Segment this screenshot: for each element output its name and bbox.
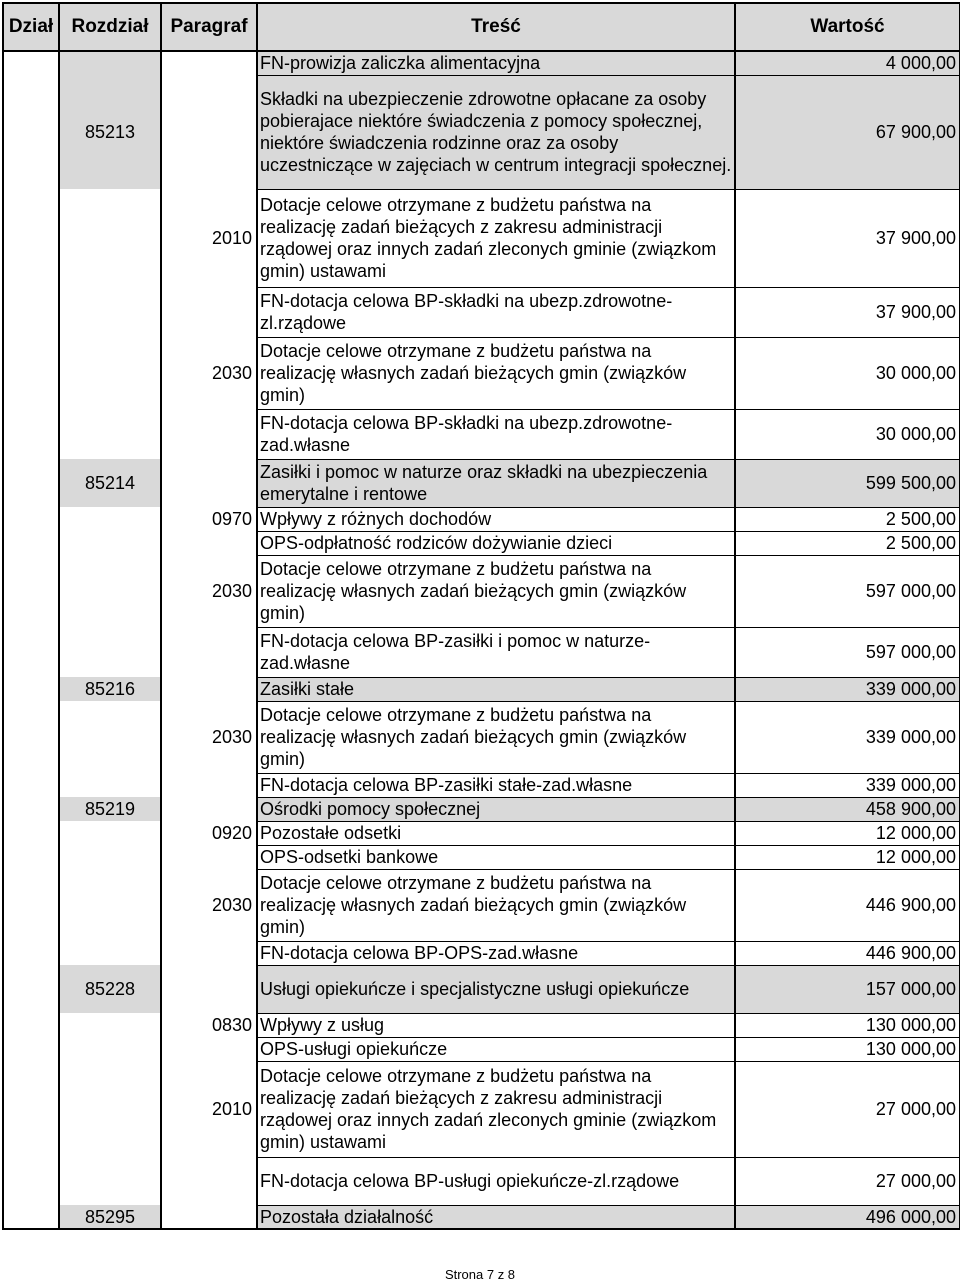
table-row — [3, 1037, 960, 1061]
paragraf-cell — [161, 1205, 257, 1229]
dzial-cell — [3, 1061, 59, 1157]
paragraf-cell: 0830 — [161, 1013, 257, 1037]
tresc-cell: Dotacje celowe otrzymane z budżetu państwa na realizację własnych zadań bieżących gmin (związków gmin) — [257, 701, 735, 773]
wartosc-cell: 339 000,00 — [735, 773, 960, 797]
table-row — [3, 287, 960, 337]
dzial-cell — [3, 773, 59, 797]
tresc-cell: OPS-usługi opiekuńcze — [257, 1037, 735, 1061]
table-row — [3, 627, 960, 677]
dzial-cell — [3, 507, 59, 531]
table-row — [3, 555, 960, 627]
wartosc-cell: 67 900,00 — [735, 75, 960, 189]
paragraf-cell — [161, 677, 257, 701]
header-rozdzial: Rozdział — [59, 3, 161, 51]
paragraf-cell — [161, 459, 257, 507]
dzial-cell — [3, 941, 59, 965]
table-row — [3, 797, 960, 821]
rozdzial-cell — [59, 941, 161, 965]
rozdzial-cell: 85216 — [59, 677, 161, 701]
dzial-cell — [3, 555, 59, 627]
tresc-cell: Ośrodki pomocy społecznej — [257, 797, 735, 821]
wartosc-cell: 496 000,00 — [735, 1205, 960, 1229]
header-tresc: Treść — [257, 3, 735, 51]
dzial-cell — [3, 287, 59, 337]
rozdzial-cell — [59, 869, 161, 941]
tresc-cell: FN-dotacja celowa BP-zasiłki i pomoc w naturze-zad.własne — [257, 627, 735, 677]
paragraf-cell — [161, 287, 257, 337]
paragraf-cell — [161, 409, 257, 459]
dzial-cell — [3, 845, 59, 869]
wartosc-cell: 2 500,00 — [735, 531, 960, 555]
tresc-cell: Dotacje celowe otrzymane z budżetu państwa na realizację własnych zadań bieżących gmin (związków gmin) — [257, 337, 735, 409]
rozdzial-cell — [59, 1037, 161, 1061]
table-row — [3, 531, 960, 555]
header-dzial: Dział — [3, 3, 59, 51]
wartosc-cell: 597 000,00 — [735, 627, 960, 677]
tresc-cell: Usługi opiekuńcze i specjalistyczne usługi opiekuńcze — [257, 965, 735, 1013]
paragraf-cell — [161, 773, 257, 797]
dzial-cell — [3, 965, 59, 1013]
dzial-cell — [3, 459, 59, 507]
paragraf-cell: 2030 — [161, 701, 257, 773]
wartosc-cell: 12 000,00 — [735, 845, 960, 869]
rozdzial-cell: 85214 — [59, 459, 161, 507]
rozdzial-cell — [59, 51, 161, 75]
wartosc-cell: 2 500,00 — [735, 507, 960, 531]
rozdzial-cell — [59, 555, 161, 627]
paragraf-cell: 2030 — [161, 869, 257, 941]
tresc-cell: FN-dotacja celowa BP-usługi opiekuńcze-zl.rządowe — [257, 1157, 735, 1205]
wartosc-cell: 446 900,00 — [735, 869, 960, 941]
dzial-cell — [3, 531, 59, 555]
page-number: Strona 7 z 8 — [444, 1267, 516, 1282]
paragraf-cell: 0970 — [161, 507, 257, 531]
rozdzial-cell — [59, 845, 161, 869]
rozdzial-cell — [59, 531, 161, 555]
tresc-cell: OPS-odpłatność rodziców dożywianie dzieci — [257, 531, 735, 555]
tresc-cell: Składki na ubezpieczenie zdrowotne opłacane za osoby pobierajace niektóre świadczenia z pomocy społecznej, niektóre świadczenia rodzinne oraz za osoby uczestniczące w zajęciach w centrum integracji społecznej. — [257, 75, 735, 189]
table-row — [3, 507, 960, 531]
paragraf-cell: 2030 — [161, 337, 257, 409]
rozdzial-cell — [59, 627, 161, 677]
table-row — [3, 459, 960, 507]
rozdzial-cell — [59, 773, 161, 797]
rozdzial-cell: 85213 — [59, 75, 161, 189]
tresc-cell: Zasiłki stałe — [257, 677, 735, 701]
paragraf-cell: 2010 — [161, 189, 257, 287]
dzial-cell — [3, 677, 59, 701]
paragraf-cell — [161, 797, 257, 821]
table-row — [3, 845, 960, 869]
rozdzial-cell — [59, 701, 161, 773]
rozdzial-cell — [59, 1061, 161, 1157]
table-row — [3, 1013, 960, 1037]
rozdzial-cell — [59, 287, 161, 337]
rozdzial-cell — [59, 507, 161, 531]
rozdzial-cell — [59, 409, 161, 459]
table-row — [3, 51, 960, 75]
paragraf-cell — [161, 1037, 257, 1061]
table-row — [3, 701, 960, 773]
paragraf-cell — [161, 965, 257, 1013]
table-row — [3, 821, 960, 845]
wartosc-cell: 458 900,00 — [735, 797, 960, 821]
tresc-cell: Wpływy z usług — [257, 1013, 735, 1037]
paragraf-cell — [161, 627, 257, 677]
table-header-row — [3, 3, 960, 51]
wartosc-cell: 30 000,00 — [735, 337, 960, 409]
wartosc-cell: 27 000,00 — [735, 1061, 960, 1157]
table-row — [3, 1061, 960, 1157]
tresc-cell: Dotacje celowe otrzymane z budżetu państwa na realizację własnych zadań bieżących gmin (związków gmin) — [257, 869, 735, 941]
paragraf-cell — [161, 75, 257, 189]
wartosc-cell: 30 000,00 — [735, 409, 960, 459]
dzial-cell — [3, 821, 59, 845]
paragraf-cell — [161, 845, 257, 869]
tresc-cell: FN-prowizja zaliczka alimentacyjna — [257, 51, 735, 75]
table-row — [3, 1205, 960, 1229]
dzial-cell — [3, 1037, 59, 1061]
wartosc-cell: 446 900,00 — [735, 941, 960, 965]
paragraf-cell: 0920 — [161, 821, 257, 845]
table-row — [3, 337, 960, 409]
dzial-cell — [3, 1157, 59, 1205]
tresc-cell: Zasiłki i pomoc w naturze oraz składki na ubezpieczenia emerytalne i rentowe — [257, 459, 735, 507]
wartosc-cell: 27 000,00 — [735, 1157, 960, 1205]
rozdzial-cell — [59, 1013, 161, 1037]
paragraf-cell — [161, 531, 257, 555]
budget-table — [2, 2, 960, 1230]
tresc-cell: Wpływy z różnych dochodów — [257, 507, 735, 531]
wartosc-cell: 130 000,00 — [735, 1037, 960, 1061]
paragraf-cell — [161, 941, 257, 965]
paragraf-cell — [161, 51, 257, 75]
dzial-cell — [3, 51, 59, 75]
dzial-cell — [3, 1205, 59, 1229]
rozdzial-cell — [59, 337, 161, 409]
tresc-cell: FN-dotacja celowa BP-składki na ubezp.zdrowotne-zad.własne — [257, 409, 735, 459]
dzial-cell — [3, 337, 59, 409]
dzial-cell — [3, 701, 59, 773]
table-row — [3, 75, 960, 189]
rozdzial-cell — [59, 189, 161, 287]
tresc-cell: FN-dotacja celowa BP-składki na ubezp.zdrowotne-zl.rządowe — [257, 287, 735, 337]
wartosc-cell: 37 900,00 — [735, 189, 960, 287]
header-paragraf: Paragraf — [161, 3, 257, 51]
dzial-cell — [3, 797, 59, 821]
wartosc-cell: 12 000,00 — [735, 821, 960, 845]
dzial-cell — [3, 869, 59, 941]
rozdzial-cell — [59, 1157, 161, 1205]
rozdzial-cell — [59, 821, 161, 845]
wartosc-cell: 4 000,00 — [735, 51, 960, 75]
dzial-cell — [3, 75, 59, 189]
table-row — [3, 773, 960, 797]
paragraf-cell: 2030 — [161, 555, 257, 627]
tresc-cell: Dotacje celowe otrzymane z budżetu państwa na realizację zadań bieżących z zakresu administracji rządowej oraz innych zadań zleconych gminie (związkom gmin) ustawami — [257, 189, 735, 287]
paragraf-cell: 2010 — [161, 1061, 257, 1157]
wartosc-cell: 130 000,00 — [735, 1013, 960, 1037]
wartosc-cell: 339 000,00 — [735, 677, 960, 701]
tresc-cell: FN-dotacja celowa BP-zasiłki stałe-zad.własne — [257, 773, 735, 797]
table-row — [3, 677, 960, 701]
wartosc-cell: 37 900,00 — [735, 287, 960, 337]
tresc-cell: OPS-odsetki bankowe — [257, 845, 735, 869]
wartosc-cell: 597 000,00 — [735, 555, 960, 627]
table-row — [3, 965, 960, 1013]
dzial-cell — [3, 189, 59, 287]
table-row — [3, 941, 960, 965]
wartosc-cell: 157 000,00 — [735, 965, 960, 1013]
tresc-cell: Pozostałe odsetki — [257, 821, 735, 845]
dzial-cell — [3, 1013, 59, 1037]
rozdzial-cell: 85295 — [59, 1205, 161, 1229]
table-row — [3, 409, 960, 459]
tresc-cell: FN-dotacja celowa BP-OPS-zad.własne — [257, 941, 735, 965]
wartosc-cell: 339 000,00 — [735, 701, 960, 773]
tresc-cell: Dotacje celowe otrzymane z budżetu państwa na realizację zadań bieżących z zakresu administracji rządowej oraz innych zadań zleconych gminie (związkom gmin) ustawami — [257, 1061, 735, 1157]
paragraf-cell — [161, 1157, 257, 1205]
tresc-cell: Pozostała działalność — [257, 1205, 735, 1229]
header-wartosc: Wartość — [735, 3, 960, 51]
wartosc-cell: 599 500,00 — [735, 459, 960, 507]
table-row — [3, 869, 960, 941]
dzial-cell — [3, 627, 59, 677]
rozdzial-cell: 85228 — [59, 965, 161, 1013]
dzial-cell — [3, 409, 59, 459]
table-row — [3, 189, 960, 287]
tresc-cell: Dotacje celowe otrzymane z budżetu państwa na realizację własnych zadań bieżących gmin (związków gmin) — [257, 555, 735, 627]
table-row — [3, 1157, 960, 1205]
rozdzial-cell: 85219 — [59, 797, 161, 821]
